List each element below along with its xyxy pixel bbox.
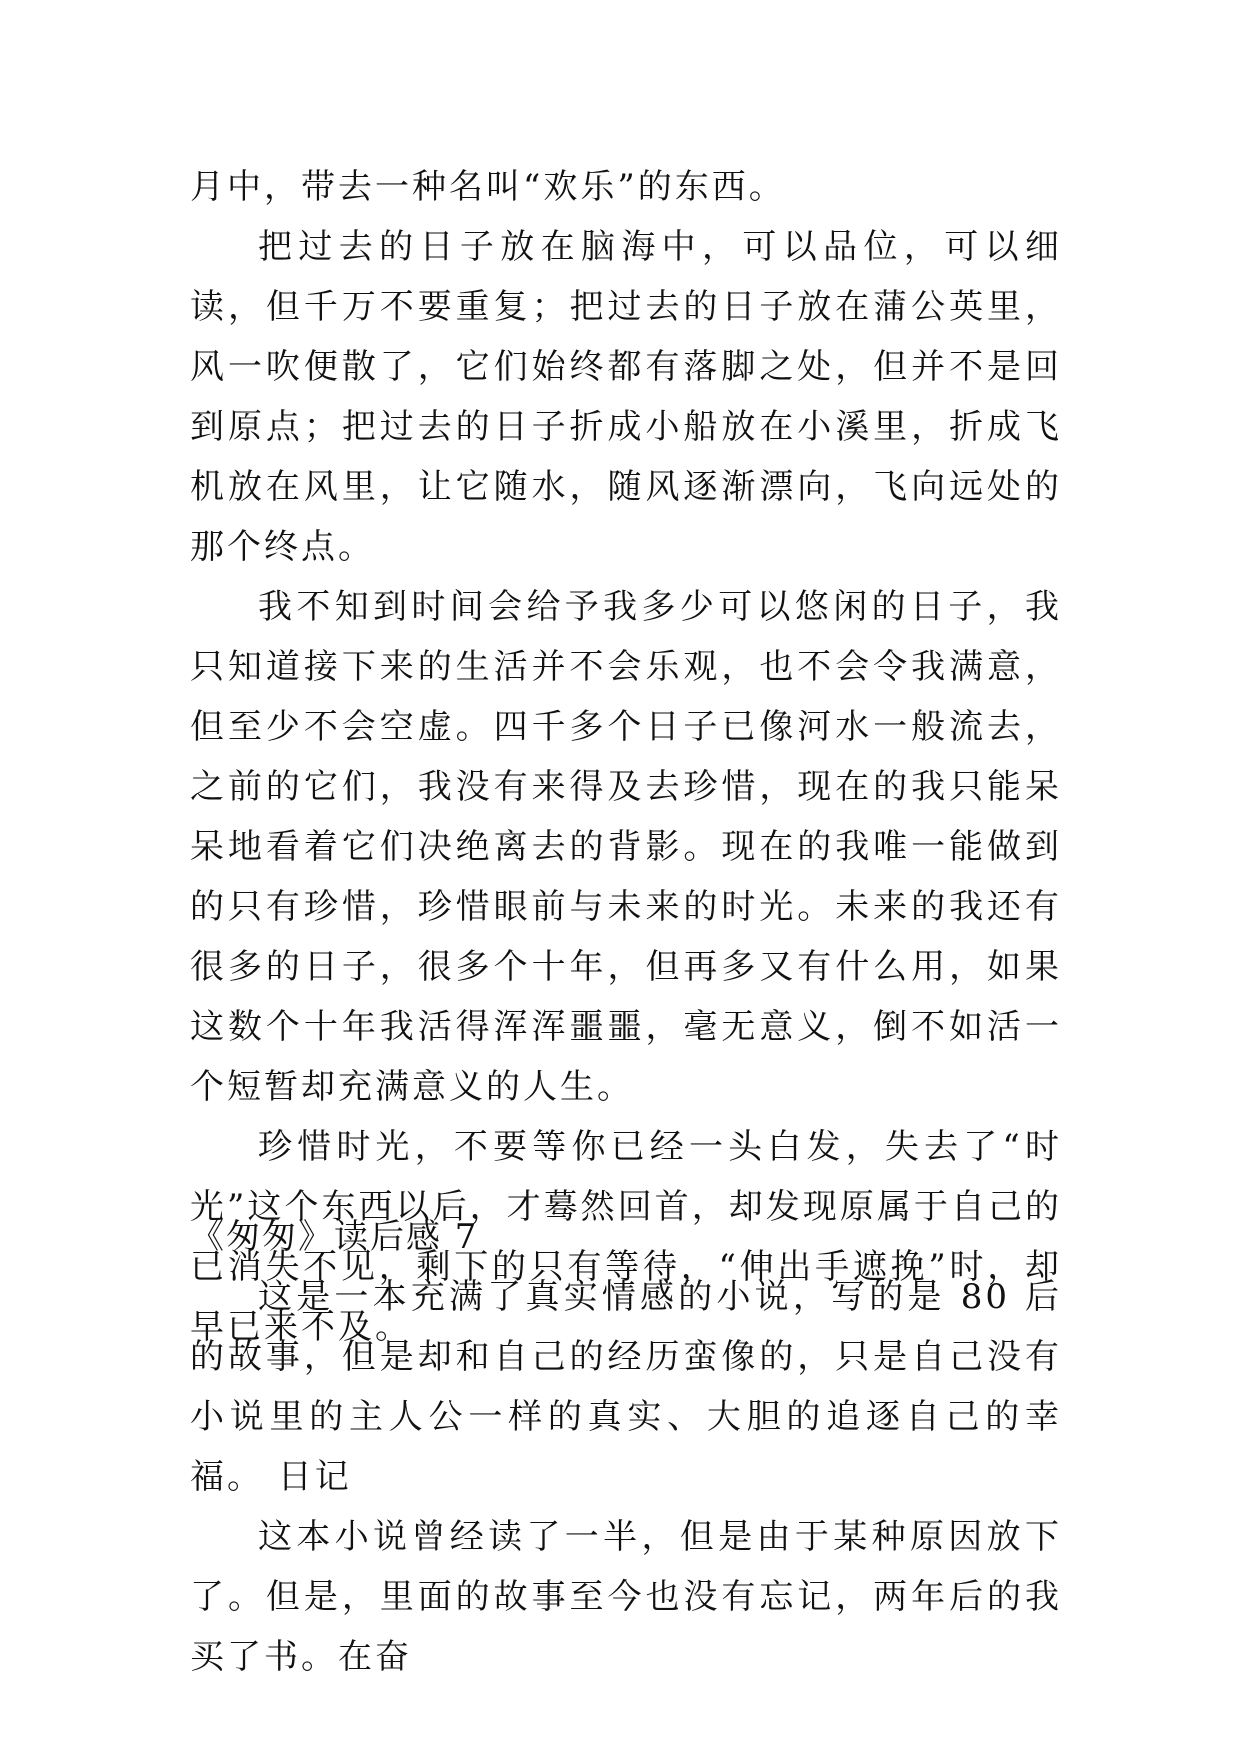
text-block-upper <box>190 157 1062 1357</box>
paragraph-continuation: 月中，带去一种名叫“欢乐”的东西。 <box>190 167 786 207</box>
text-block-lower <box>190 1207 1062 1687</box>
paragraph: 这本小说曾经读了一半，但是由于某种原因放下了。但是，里面的故事至今也没有忘记，两年后的我买了书。在奋 <box>190 1517 1062 1677</box>
paragraph: 我不知到时间会给予我多少可以悠闲的日子，我只知道接下来的生活并不会乐观，也不会令我满意，但至少不会空虚。四千多个日子已像河水一般流去，之前的它们，我没有来得及去珍惜，现在的我只能呆呆地看着它们决绝离去的背影。现在的我唯一能做到的只有珍惜，珍惜眼前与未来的时光。未来的我还有很多的日子，很多个十年，但再多又有什么用，如果这数个十年我活得浑浑噩噩，毫无意义，倒不如活一个短暂却充满意义的人生。 <box>190 587 1062 1107</box>
section-title: 《匆匆》读后感 7 <box>190 1217 479 1257</box>
paragraph: 这是一本充满了真实情感的小说，写的是 80 后的故事，但是却和自己的经历蛮像的，只是自己没有小说里的主人公一样的真实、大胆的追逐自己的幸福。 日记 <box>190 1277 1062 1497</box>
paragraph: 把过去的日子放在脑海中，可以品位，可以细读，但千万不要重复；把过去的日子放在蒲公英里，风一吹便散了，它们始终都有落脚之处，但并不是回到原点；把过去的日子折成小船放在小溪里，折成飞机放在风里，让它随水，随风逐渐漂向，飞向远处的那个终点。 <box>190 227 1062 567</box>
paragraph: 珍惜时光，不要等你已经一头白发，失去了“时光”这个东西以后，才蓦然回首，却发现原属于自己的已消失不见，剩下的只有等待，“伸出手遮挽”时，却早已来不及。 <box>190 1127 1062 1347</box>
